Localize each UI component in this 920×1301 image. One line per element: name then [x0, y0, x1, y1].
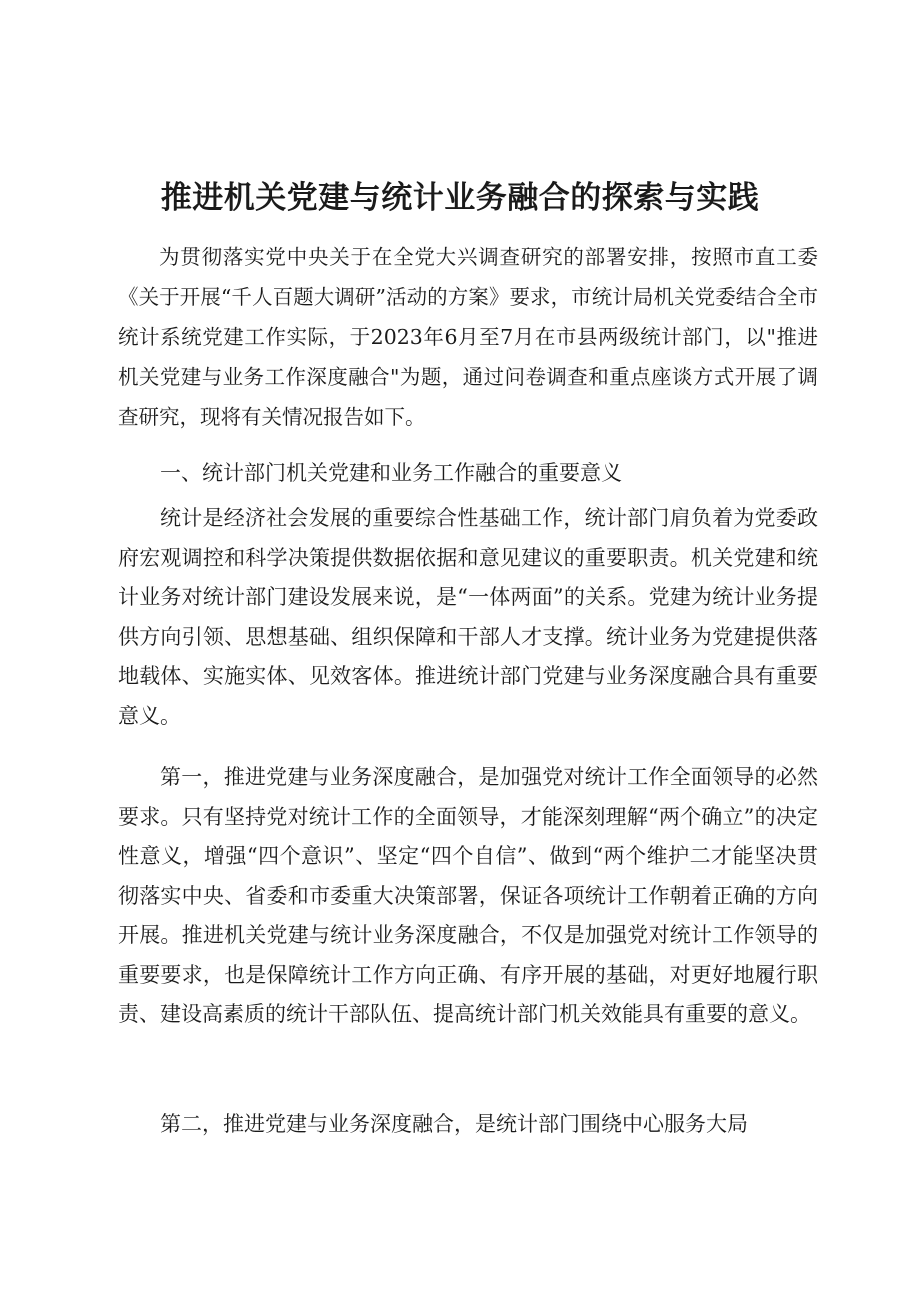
- body-paragraph-3: 第二，推进党建与业务深度融合，是统计部门围绕中心服务大局: [160, 1112, 748, 1136]
- intro-paragraph: 为贯彻落实党中央关于在全党大兴调查研究的部署安排，按照市直工委《关于开展“千人百题大调研”活动的方案》要求，市统计局机关党委结合全市统计系统党建工作实际，于2023年6月至7月在市县两级统计部门，以"推进机关党建与业务工作深度融合"为题，通过问卷调查和重点座谈方式开展了调查研究，现将有关情况报告如下。: [118, 245, 818, 429]
- document-title: 推进机关党建与统计业务融合的探索与实践: [160, 180, 760, 216]
- body-paragraph-2: 第一，推进党建与业务深度融合，是加强党对统计工作全面领导的必然要求。只有坚持党对统计工作的全面领导，才能深刻理解“两个确立”的决定性意义，增强“四个意识”、坚定“四个自信”、做到“两个维护二才能坚决贯彻落实中央、省委和市委重大决策部署，保证各项统计工作朝着正确的方向开展。推进机关党建与统计业务深度融合，不仅是加强党对统计工作领导的重要要求，也是保障统计工作方向正确、有序开展的基础，对更好地履行职责、建设高素质的统计干部队伍、提高统计部门机关效能具有重要的意义。: [118, 765, 818, 1026]
- body-paragraph-1: 统计是经济社会发展的重要综合性基础工作，统计部门肩负着为党委政府宏观调控和科学决策提供数据依据和意见建议的重要职责。机关党建和统计业务对统计部门建设发展来说，是“一体两面”的关系。党建为统计业务提供方向引领、思想基础、组织保障和干部人才支撑。统计业务为党建提供落地载体、实施实体、见效客体。推进统计部门党建与业务深度融合具有重要意义。: [118, 506, 818, 728]
- section-heading: 一、统计部门机关党建和业务工作融合的重要意义: [160, 461, 622, 485]
